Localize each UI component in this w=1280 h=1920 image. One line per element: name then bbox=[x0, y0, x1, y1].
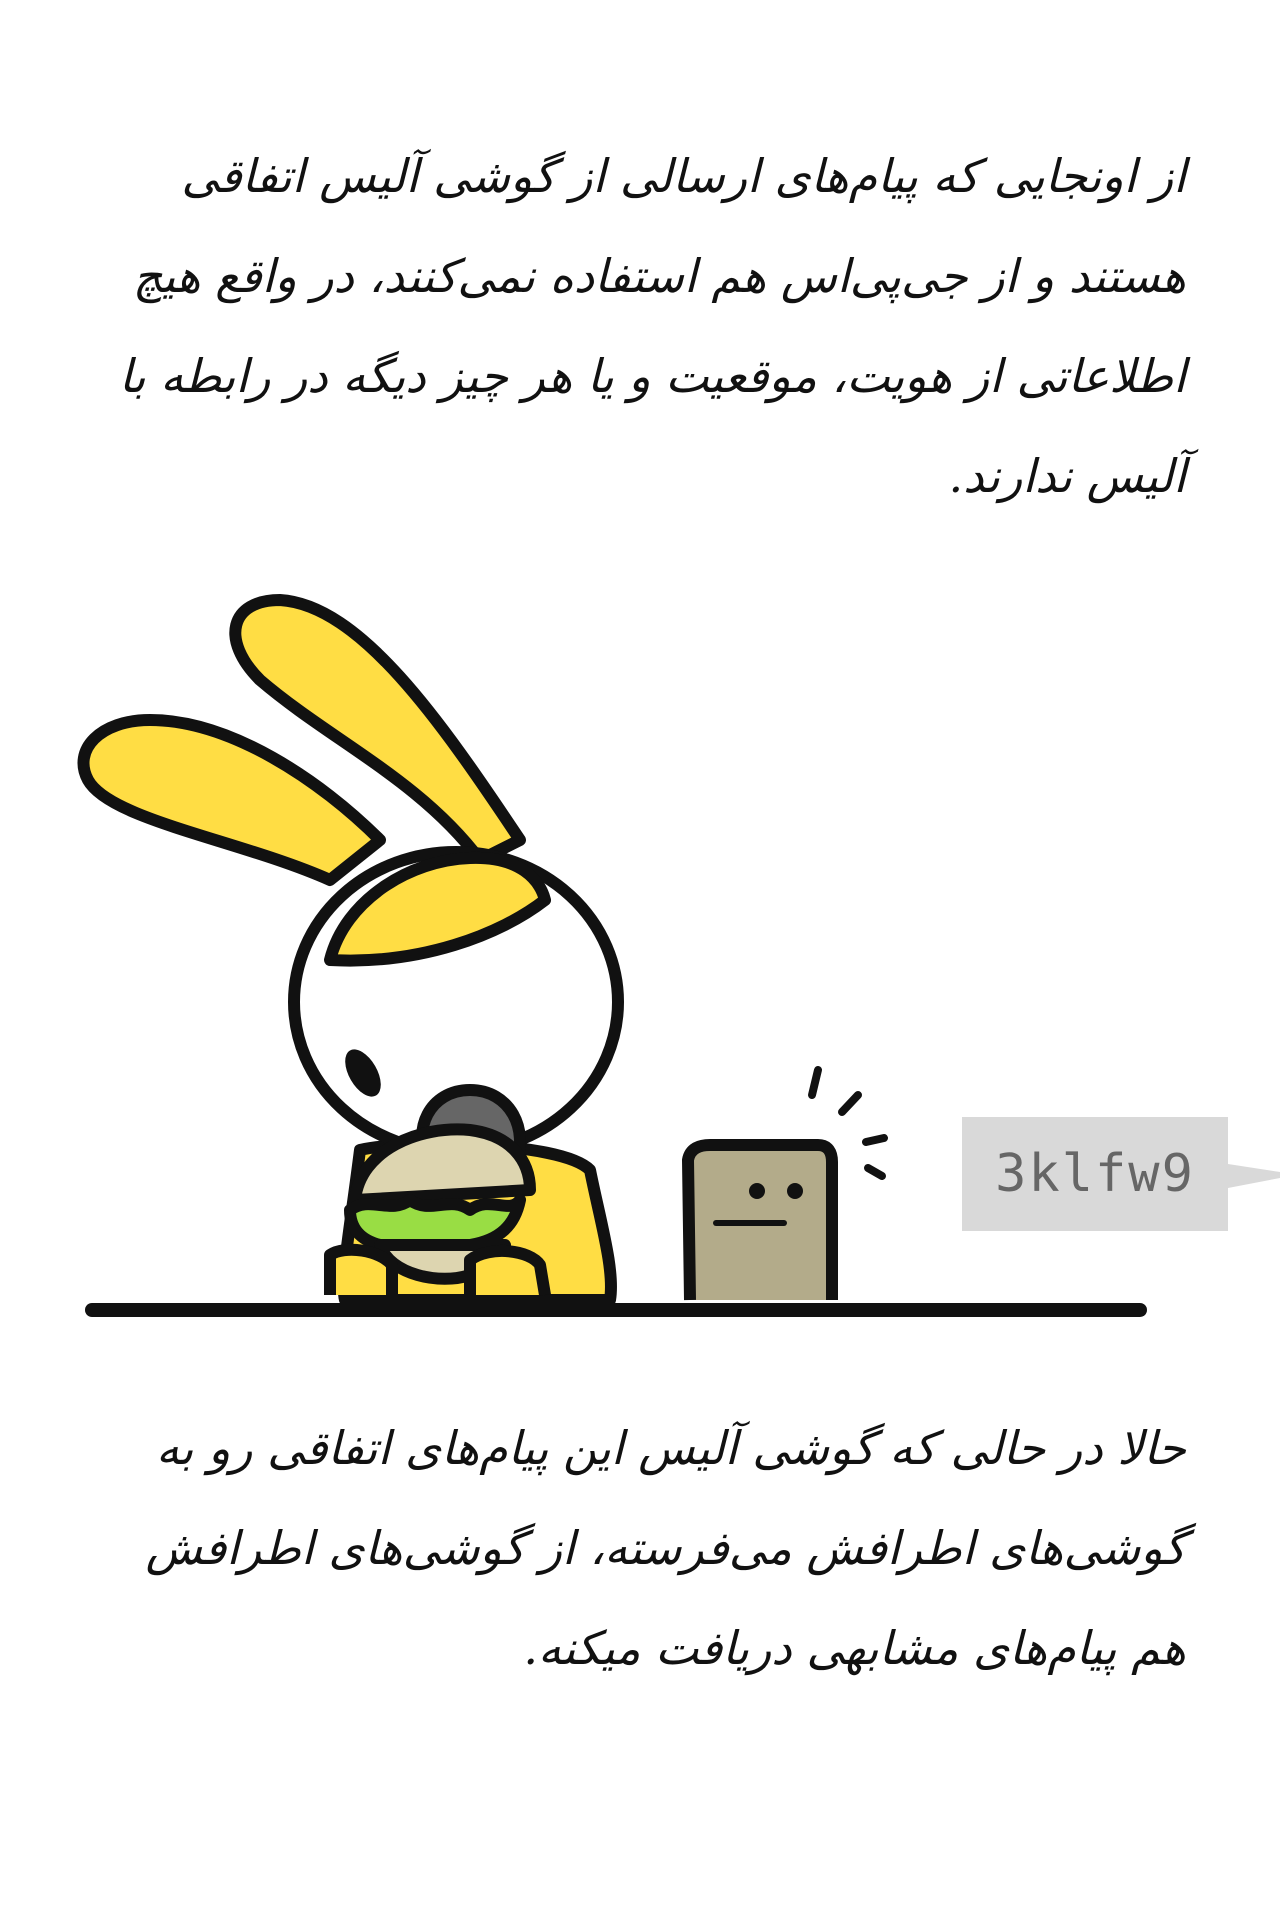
bunny-left-hand bbox=[330, 1250, 392, 1295]
vibration-mark bbox=[868, 1168, 882, 1176]
code-bubble-tail bbox=[1228, 1164, 1280, 1188]
outro-paragraph: حالا در حالی که گوشی آلیس این پیام‌های اتفاقی رو به گوشی‌های اطرافش می‌فرسته، از گوشی‌های اطرافش هم پیام‌های مشابهی دریافت میکنه. bbox=[145, 1421, 1186, 1675]
phone-left-eye bbox=[749, 1183, 765, 1199]
burger-lettuce bbox=[350, 1200, 520, 1245]
intro-paragraph: از اونجایی که پیام‌های ارسالی از گوشی آلیس اتفاقی هستند و از جی‌پی‌اس هم استفاده نمی‌کنند، در واقع هیچ اطلاعاتی از هویت، موقعیت و یا هر چیز دیگه در رابطه با آلیس ندارند. bbox=[118, 149, 1186, 503]
random-code-text: 3klfw9 bbox=[995, 1144, 1195, 1204]
bunny-right-hand bbox=[470, 1251, 545, 1295]
random-code-bubble bbox=[962, 1117, 1228, 1231]
phone-right-eye bbox=[787, 1183, 803, 1199]
vibration-mark bbox=[812, 1070, 818, 1095]
bunny-left-ear bbox=[83, 720, 380, 880]
vibration-mark bbox=[866, 1138, 884, 1142]
vibration-mark bbox=[842, 1095, 858, 1112]
